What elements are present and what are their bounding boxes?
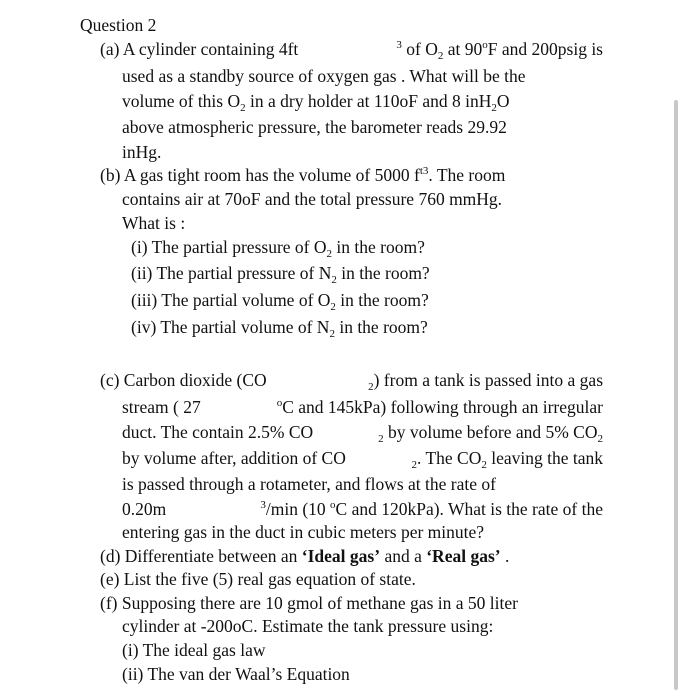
part-a-line-1: (a) A cylinder containing 4ft $^3$ of $O_2$ at 90$^o$F and 200psig is xyxy=(100,39,603,62)
part-a-line-3: volume of this $O_2$ in a dry holder at 110oF and 8 inH$_2$O xyxy=(122,91,510,114)
part-d: (d) Differentiate between an ‘Ideal gas’ and a ‘Real gas’ . xyxy=(100,546,510,566)
part-a-line-2: used as a standby source of oxygen gas . What will be the xyxy=(122,66,526,86)
part-b-item-ii: (ii) The partial pressure of $N_2$ in the room? xyxy=(131,263,430,286)
part-f-line-1: (f) Supposing there are 10 gmol of methane gas in a 50 liter xyxy=(100,593,518,613)
part-c-line-1: (c) Carbon dioxide (CO $_2$) from a tank is passed into a gas xyxy=(100,370,603,393)
part-c-line-2: stream ( 27 $^o$C and 145kPa) following through an irregular xyxy=(122,397,603,417)
part-a-line-4: above atmospheric pressure, the barometer reads 29.92 xyxy=(122,117,507,137)
part-c-line-3: duct. The contain 2.5% CO $_2$ by volume before and 5% $CO_2$ xyxy=(122,422,603,445)
part-c-line-6: 0.20m $^3$/min (10 $^o$C and 120kPa). What is the rate of the xyxy=(122,499,603,519)
part-a-line-5: inHg. xyxy=(122,142,162,162)
question-title: Question 2 xyxy=(80,15,157,35)
part-b-line-1: (b) A gas tight room has the volume of 5000 $f^{t3}$. The room xyxy=(100,165,506,185)
part-e: (e) List the five (5) real gas equation of state. xyxy=(100,569,416,589)
part-c-line-5: is passed through a rotameter, and flows at the rate of xyxy=(122,474,496,494)
part-b-item-i: (i) The partial pressure of $O_2$ in the room? xyxy=(131,237,425,260)
part-f-item-ii: (ii) The van der Waal’s Equation xyxy=(122,664,350,684)
part-b-line-3: What is : xyxy=(122,213,186,233)
part-b-item-iv: (iv) The partial volume of $N_2$ in the room? xyxy=(131,317,428,340)
scrollbar[interactable] xyxy=(674,100,678,690)
part-f-line-2: cylinder at -200oC. Estimate the tank pressure using: xyxy=(122,616,494,636)
part-c-line-4: by volume after, addition of CO $_2$. The $CO_2$ leaving the tank xyxy=(122,448,603,471)
part-f-item-i: (i) The ideal gas law xyxy=(122,640,266,660)
part-b-item-iii: (iii) The partial volume of $O_2$ in the room? xyxy=(131,290,429,313)
part-c-line-7: entering gas in the duct in cubic meters per minute? xyxy=(122,522,485,542)
part-b-line-2: contains air at 70oF and the total pressure 760 mmHg. xyxy=(122,189,503,209)
